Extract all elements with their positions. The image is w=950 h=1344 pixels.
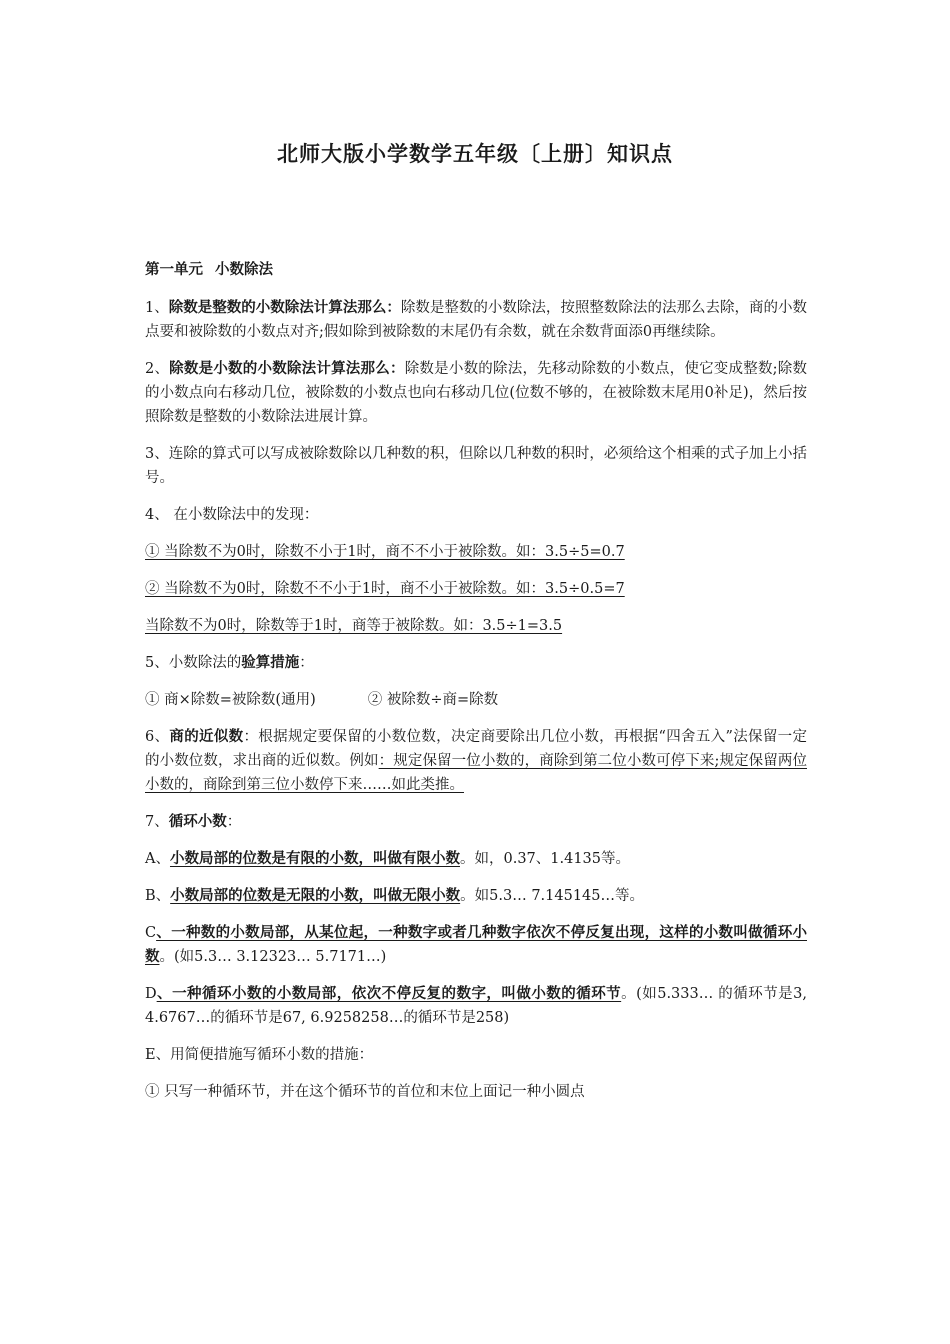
paragraph-1 bbox=[145, 296, 807, 344]
paragraph-number: 2、 bbox=[145, 361, 170, 377]
definition-text: 小数局部的位数是有限的小数，叫做有限小数 bbox=[169, 850, 460, 867]
rule-title: 除数是小数的小数除法计算法那么： bbox=[169, 360, 405, 377]
definition-text: 、一种数的小数局部，从某位起，一种数字或者几种数字依次不停反复出现，这样的小数叫做循环小数 bbox=[145, 924, 807, 965]
bold-term: 商的近似数 bbox=[169, 728, 244, 745]
definition-a bbox=[145, 847, 807, 871]
paragraph-text: ： bbox=[226, 814, 242, 830]
bold-term: 验算措施 bbox=[241, 654, 300, 671]
finding-3: 当除数不为0时，除数等于1时，商等于被除数。如：3.5÷1=3.5 bbox=[145, 618, 563, 634]
finding-1: ① 当除数不为0时，除数不小于1时，商不不小于被除数。如：3.5÷5=0.7 bbox=[145, 544, 625, 560]
paragraph-text: ：根据规定要保留的小数位数，决定商要除出几位小数，再根据“四舍五入”法保留一定的小数位数，求出商的近似数。例如 bbox=[145, 729, 807, 769]
definition-c bbox=[145, 921, 807, 969]
paragraph-text: ： bbox=[299, 655, 314, 671]
unit-heading bbox=[145, 258, 807, 282]
example-text: 。(如5.333… 的循环节是3, 4.6767…的循环节是67, 6.9258258…的循环节是258) bbox=[145, 986, 807, 1026]
item-letter: B、 bbox=[145, 888, 171, 904]
item-letter: D bbox=[145, 986, 157, 1002]
example-text: 。如5.3… 7.145145…等。 bbox=[460, 888, 645, 904]
example-text: 。(如5.3… 3.12323… 5.7171…) bbox=[159, 949, 387, 965]
example-text: 。如，0.37、1.4135等。 bbox=[459, 851, 631, 867]
paragraph-number: 7、 bbox=[145, 814, 169, 830]
paragraph-4: 4、 在小数除法中的发现： bbox=[145, 507, 319, 523]
rule-title: 除数是整数的小数除法计算法那么： bbox=[168, 299, 401, 316]
definition-d bbox=[145, 982, 807, 1030]
finding-2: ② 当除数不为0时，除数不不小于1时，商不小于被除数。如：3.5÷0.5=7 bbox=[145, 581, 625, 597]
check-method-2: ② 被除数÷商=除数 bbox=[367, 692, 499, 708]
paragraph-e: E、用简便措施写循环小数的措施： bbox=[145, 1047, 374, 1063]
item-letter: A、 bbox=[145, 851, 170, 867]
paragraph-3: 3、连除的算式可以写成被除数除以几种数的积，但除以几种数的积时，必须给这个相乘的式子加上小括号。 bbox=[145, 446, 807, 486]
paragraph-number: 1、 bbox=[145, 300, 169, 316]
paragraph-text: 除数是整数的小数除法，按照整数除法的法那么去除，商的小数点要和被除数的小数点对齐;假如除到被除数的末尾仍有余数，就在余数背面添0再继续除。 bbox=[145, 300, 808, 340]
definition-text: 、一种循环小数的小数局部，依次不停反复的数字，叫做小数的循环节 bbox=[156, 985, 622, 1002]
document-body bbox=[145, 258, 807, 1117]
underlined-text: ：规定保留一位小数的，商除到第二位小数可停下来;规定保留两位小数的，商除到第三位小数停下来……如此类推。 bbox=[145, 753, 807, 793]
paragraph-6 bbox=[145, 725, 807, 797]
paragraph-2 bbox=[145, 357, 807, 429]
method-1: ① 只写一种循环节，并在这个循环节的首位和末位上面记一种小圆点 bbox=[145, 1084, 585, 1100]
unit-label: 第一单元 bbox=[145, 261, 203, 278]
definition-text: 小数局部的位数是无限的小数，叫做无限小数 bbox=[170, 887, 461, 904]
document-title: 北师大版小学数学五年级〔上册〕知识点 bbox=[277, 141, 673, 166]
unit-name: 小数除法 bbox=[215, 261, 273, 278]
item-letter: C bbox=[145, 925, 157, 941]
check-methods bbox=[145, 688, 807, 712]
bold-term: 循环小数 bbox=[168, 813, 227, 830]
paragraph-text: 5、小数除法的 bbox=[145, 655, 242, 671]
paragraph-5 bbox=[145, 651, 807, 675]
paragraph-7 bbox=[145, 810, 807, 834]
check-method-1: ① 商×除数=被除数(通用) bbox=[145, 692, 316, 708]
definition-b bbox=[145, 884, 807, 908]
paragraph-text: 除数是小数的除法，先移动除数的小数点，使它变成整数;除数的小数点向右移动几位，被除数的小数点也向右移动几位(位数不够的，在被除数末尾用0补足)，然后按照除数是整数的小数除法进展计算。 bbox=[145, 361, 807, 425]
paragraph-number: 6、 bbox=[145, 729, 170, 745]
